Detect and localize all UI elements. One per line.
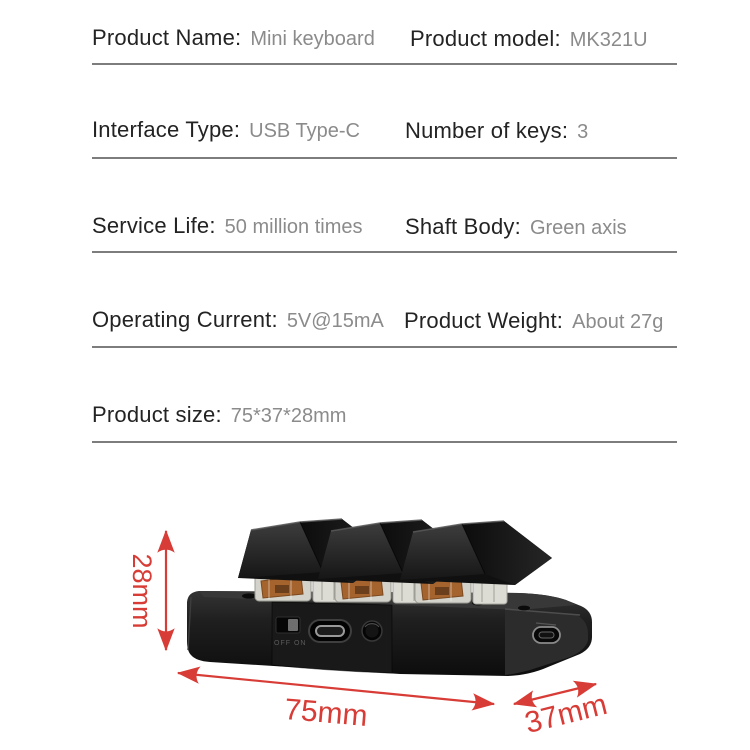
spec-label: Shaft Body: [405,214,521,239]
spec-label: Service Life: [92,213,216,238]
mode-button-cap [366,625,379,638]
usb-c-slot-front [316,626,344,636]
spec-value: 50 million times [224,216,363,238]
keycap-3 [400,521,552,585]
spec-value: MK321U [569,29,648,51]
keyboard-base [187,591,592,676]
screw-hole [242,593,256,598]
spec-value: 75*37*28mm [230,405,347,427]
height-dimension-label: 28mm [127,553,157,629]
length-dimension-label: 75mm [283,692,369,734]
spec-label: Product model: [410,26,561,51]
spec-label: Operating Current: [92,307,278,332]
depth-dimension-label: 37mm [521,687,611,741]
spec-value: About 27g [572,311,664,333]
power-toggle-nub [288,619,298,631]
spec-label: Interface Type: [92,117,241,142]
spec-value: 3 [577,121,589,143]
spec-label: Product size: [92,402,222,427]
spec-value: Green axis [529,217,627,239]
spec-label: Product Weight: [404,308,564,333]
spec-value: Mini keyboard [250,28,375,50]
toggle-label: OFF ON [274,640,307,647]
spec-label: Product Name: [92,25,242,50]
screw-hole [518,606,530,611]
usb-c-slot-side [539,632,554,638]
spec-value: USB Type-C [249,120,360,142]
spec-value: 5V@15mA [286,310,384,332]
spec-label: Number of keys: [405,118,569,143]
keycaps [238,519,552,585]
